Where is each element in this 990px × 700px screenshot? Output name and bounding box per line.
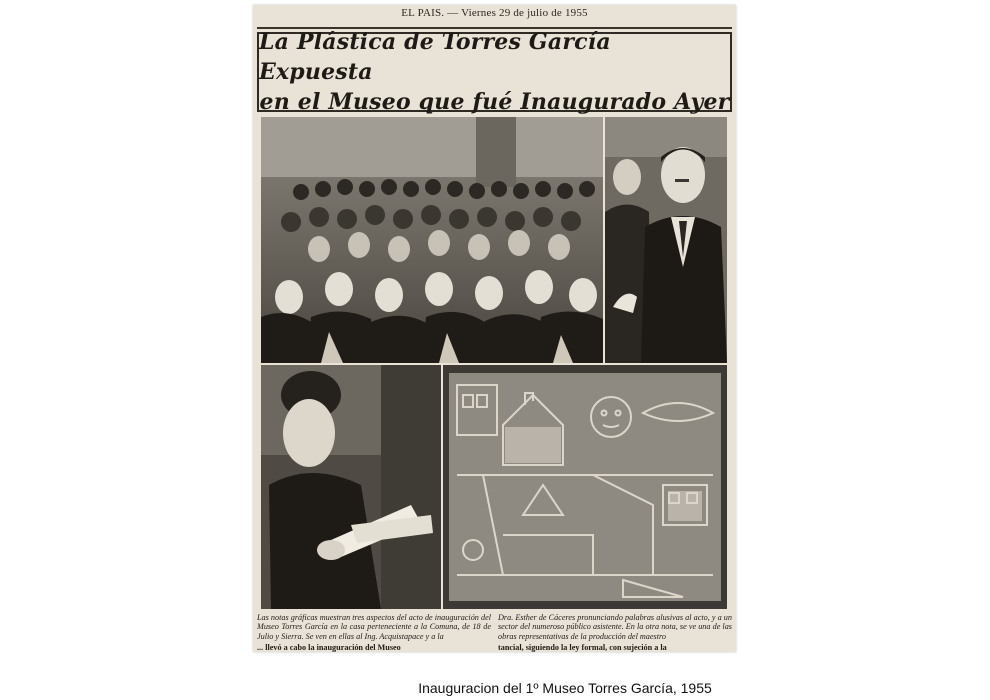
masthead: [253, 7, 736, 25]
body-text-left: ... llevó a cabo la inauguración del Museo: [257, 643, 401, 652]
audience-illustration: [261, 117, 603, 363]
body-text-right: tancial, siguiendo la ley formal, con sujeción a la: [498, 643, 667, 652]
figure-caption: Inauguracion del 1º Museo Torres García, 1955: [418, 680, 712, 696]
headline-line-1: La Plástica de Torres García Expuesta: [259, 29, 611, 85]
photo-speaker-man: [605, 117, 727, 363]
newspaper-clipping: [253, 5, 736, 652]
photo-artwork: [443, 365, 727, 609]
speaker-man-illustration: [605, 117, 727, 363]
caption-right: Dra. Esther de Cáceres pronunciando palabras alusivas al acto, y a un sector del numeroso público asistente. En la otra nota, se ve una de las obras representativas de la producción del maestro: [498, 613, 732, 641]
caption-left: Las notas gráficas muestran tres aspectos del acto de inauguración del Museo Torres García en la casa perteneciente a la Comuna, de 18 de Julio y Sierra. Se ven en ellas al Ing. Acquistapace y a la: [257, 613, 491, 641]
headline-line-2: en el Museo que fué Inaugurado Ayer: [259, 89, 730, 115]
headline-box: [257, 29, 732, 115]
artwork-illustration: [443, 365, 727, 609]
photo-audience: [261, 117, 603, 363]
speaker-woman-illustration: [261, 365, 441, 609]
masthead-text: EL PAIS. — Viernes 29 de julio de 1955: [401, 7, 588, 19]
photo-speaker-woman: [261, 365, 441, 609]
